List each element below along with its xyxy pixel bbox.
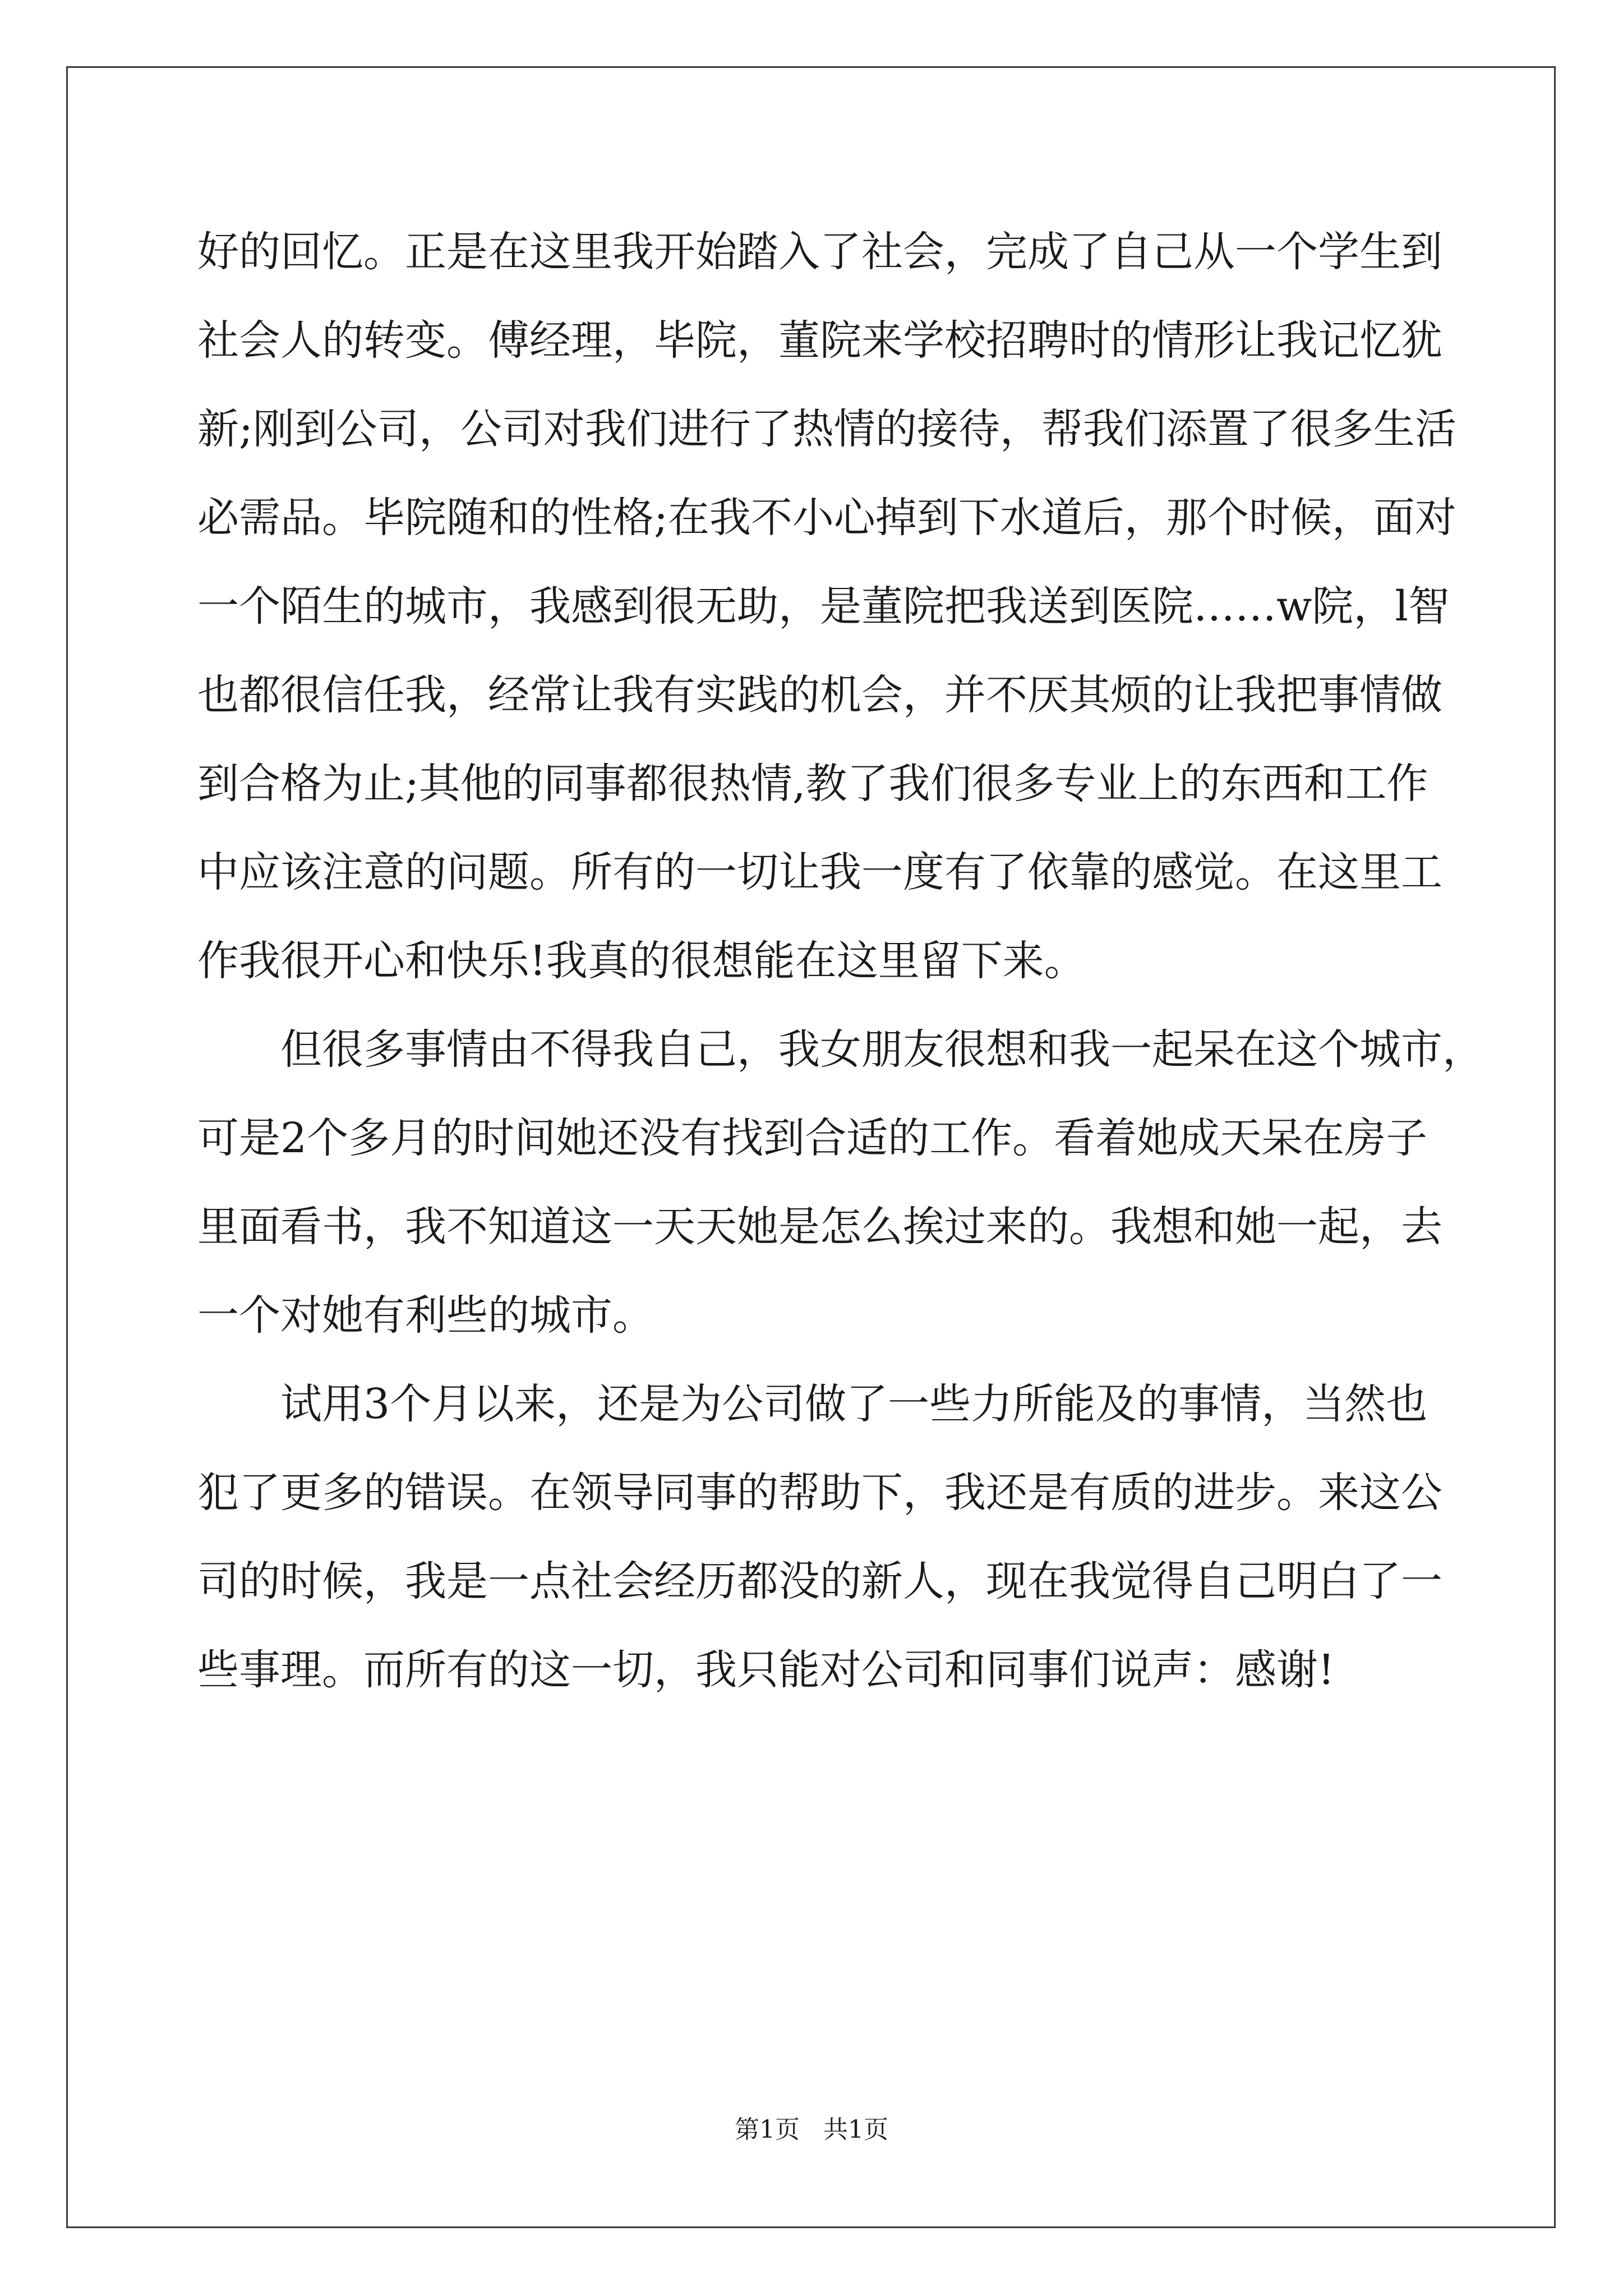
text-line: 试用3个月以来，还是为公司做了一些力所能及的事情，当然也 <box>280 1380 1428 1428</box>
text-line: 好的回忆。正是在这里我开始踏入了社会，完成了自己从一个学生到 <box>197 228 1442 276</box>
paragraph-3 <box>197 1360 1442 1714</box>
text-line: 犯了更多的错误。在领导同事的帮助下，我还是有质的进步。来这公 <box>197 1469 1442 1517</box>
text-line: 司的时候，我是一点社会经历都没的新人，现在我觉得自己明白了一 <box>197 1557 1442 1605</box>
text-line: 里面看书，我不知道这一天天她是怎么挨过来的。我想和她一起，去 <box>197 1203 1442 1251</box>
document-body <box>197 208 1484 1714</box>
text-line: 新;刚到公司，公司对我们进行了热情的接待，帮我们添置了很多生活 <box>197 405 1456 453</box>
text-line: 一个陌生的城市，我感到很无助，是董院把我送到医院……w院，l智 <box>197 582 1450 631</box>
text-line: 到合格为止;其他的同事都很热情,教了我们很多专业上的东西和工作 <box>197 760 1428 808</box>
text-line: 社会人的转变。傅经理，毕院，董院来学校招聘时的情形让我记忆犹 <box>197 316 1442 365</box>
text-line: 一个对她有利些的城市。 <box>197 1291 654 1340</box>
text-line: 些事理。而所有的这一切，我只能对公司和同事们说声：感谢! <box>197 1646 1335 1694</box>
page-number: 第1页 共1页 <box>735 2115 888 2144</box>
text-line: 可是2个多月的时间她还没有找到合适的工作。看着她成天呆在房子 <box>197 1114 1428 1162</box>
text-line: 也都很信任我，经常让我有实践的机会，并不厌其烦的让我把事情做 <box>197 671 1442 719</box>
text-line: 中应该注意的问题。所有的一切让我一度有了依靠的感觉。在这里工 <box>197 848 1442 896</box>
text-line: 但很多事情由不得我自己，我女朋友很想和我一起呆在这个城市， <box>280 1025 1484 1074</box>
text-line: 必需品。毕院随和的性格;在我不小心掉到下水道后，那个时候，面对 <box>197 494 1456 542</box>
paragraph-2 <box>197 1005 1484 1360</box>
text-line: 作我很开心和快乐!我真的很想能在这里留下来。 <box>197 937 1086 985</box>
paragraph-1 <box>197 208 1456 1005</box>
